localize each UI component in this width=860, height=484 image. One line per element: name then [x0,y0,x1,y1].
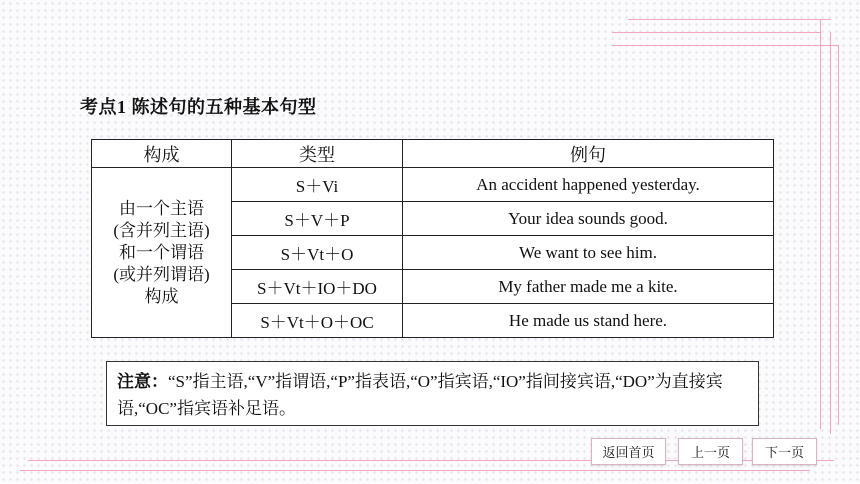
header-example: 例句 [403,140,774,168]
composition-line: 和一个谓语 [119,242,204,262]
decor-line-right-1 [820,19,821,429]
example-cell: An accident happened yesterday. [403,168,774,202]
decor-line-right-3 [838,45,839,425]
table-row [92,168,774,202]
type-cell: S＋V＋P [232,202,403,236]
decor-line-right-2 [830,32,831,434]
decor-line-top-1 [628,19,831,20]
note-text: “S”指主语,“V”指谓语,“P”指表语,“O”指宾语,“IO”指间接宾语,“DO”为直接宾语,“OC”指宾语补足语。 [117,372,723,418]
sentence-pattern-table [91,139,774,338]
composition-line: 由一个主语 [119,198,204,218]
decor-line-bottom-2 [20,470,810,471]
type-cell: S＋Vi [232,168,403,202]
prev-page-button[interactable]: 上一页 [678,438,743,465]
note-box [106,361,759,426]
example-cell: He made us stand here. [403,304,774,338]
header-composition: 构成 [92,140,232,168]
type-cell: S＋Vt＋O [232,236,403,270]
section-title: 考点1 陈述句的五种基本句型 [80,97,317,117]
type-cell: S＋Vt＋IO＋DO [232,270,403,304]
table-header-row [92,140,774,168]
example-cell: We want to see him. [403,236,774,270]
example-cell: My father made me a kite. [403,270,774,304]
header-type: 类型 [232,140,403,168]
composition-cell [92,168,232,338]
type-cell: S＋Vt＋O＋OC [232,304,403,338]
composition-line: 构成 [144,286,179,306]
decor-line-top-2 [612,32,820,33]
note-label: 注意： [117,372,168,391]
composition-line: (或并列谓语) [113,264,210,284]
home-button[interactable]: 返回首页 [591,438,666,465]
next-page-button[interactable]: 下一页 [752,438,817,465]
example-cell: Your idea sounds good. [403,202,774,236]
decor-line-top-3 [612,45,838,46]
composition-line: (含并列主语) [113,220,210,240]
